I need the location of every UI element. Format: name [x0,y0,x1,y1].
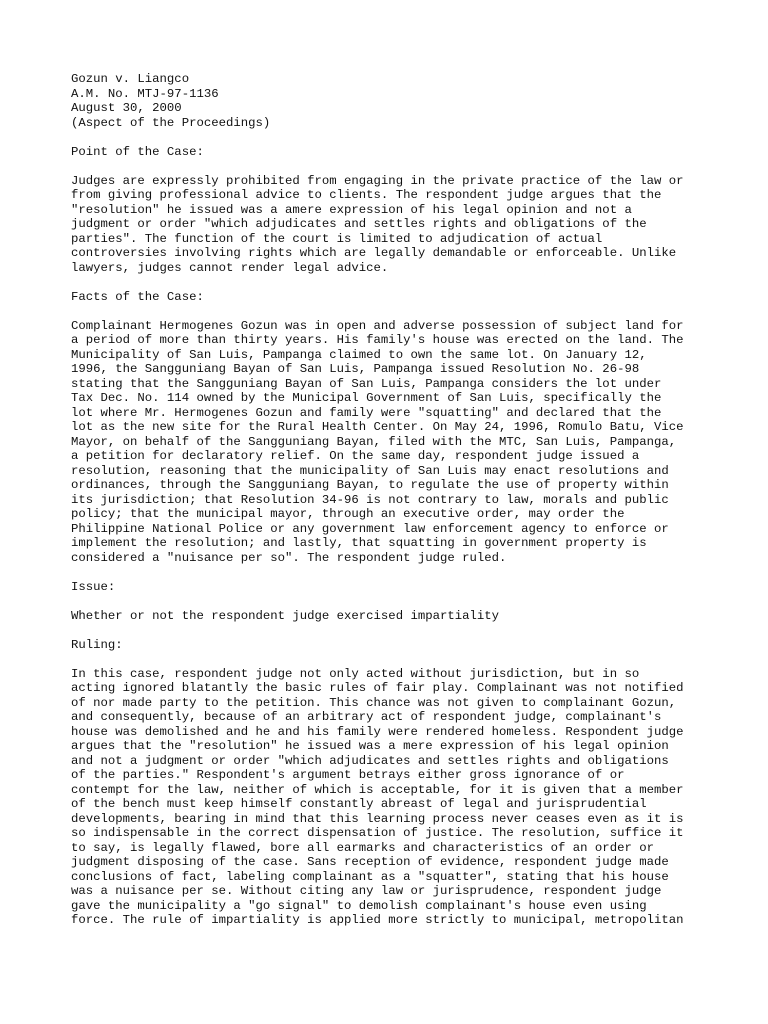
text-line: lot where Mr. Hermogenes Gozun and family were "squatting" and declared that the [71,405,662,420]
text-line: Whether or not the respondent judge exercised impartiality [71,608,500,623]
text-line: a petition for declaratory relief. On the same day, respondent judge issued a [71,449,640,463]
ruling-heading: Ruling: [71,637,123,652]
text-line: "resolution" he issued was a amere expression of his legal opinion and not a [71,202,632,217]
text-line: lawyers, judges cannot render legal advice. [71,260,389,275]
text-line: conclusions of fact, labeling complainant as a "squatter", stating that his house [71,869,669,884]
text-line: ordinances, through the Sangguniang Bayan, to regulate the use of property within [71,478,669,492]
text-line: stating that the Sangguniang Bayan of San Luis, Pampanga considers the lot under [71,376,662,391]
text-line: implement the resolution; and lastly, that squatting in government property is [71,536,647,550]
text-line: argues that the "resolution" he issued was a mere expression of his legal opinion [71,739,669,753]
text-line: Philippine National Police or any government law enforcement agency to enforce or [71,521,669,536]
issue-paragraph [71,609,711,624]
text-line: and consequently, because of an arbitrary act of respondent judge, complainant's [71,710,662,724]
facts-heading: Facts of the Case: [71,289,204,304]
text-line: In this case, respondent judge not only acted without jurisdiction, but in so [71,666,640,681]
spacer [71,623,711,638]
text-line: Complainant Hermogenes Gozun was in open and adverse possession of subject land for [71,318,684,333]
case-docket-number: A.M. No. MTJ-97-1136 [71,86,219,101]
text-line: judgment disposing of the case. Sans reception of evidence, respondent judge made [71,855,669,869]
text-line: of the bench must keep himself constantly abreast of legal and jurisprudential [71,797,647,811]
text-line: of the parties." Respondent's argument betrays either gross ignorance of or [71,768,625,782]
ruling-paragraph [71,667,711,928]
spacer [71,594,711,609]
text-line: lot as the new site for the Rural Health Center. On May 24, 1996, Romulo Batu, Vice [71,420,684,434]
spacer [71,130,711,145]
text-line: Municipality of San Luis, Pampanga claimed to own the same lot. On January 12, [71,347,647,362]
facts-paragraph [71,319,711,566]
text-line: resolution, reasoning that the municipality of San Luis may enact resolutions and [71,463,669,478]
text-line: developments, bearing in mind that this learning process never ceases even as it is [71,811,684,826]
text-line: 1996, the Sangguniang Bayan of San Luis, Pampanga issued Resolution No. 26-98 [71,362,640,376]
document-page [71,72,711,928]
spacer [71,159,711,174]
spacer [71,565,711,580]
text-line: considered a "nuisance per so". The respondent judge ruled. [71,550,507,565]
text-line: parties". The function of the court is limited to adjudication of actual [71,231,603,246]
case-header [71,72,711,130]
point-of-case-paragraph [71,174,711,276]
text-line: force. The rule of impartiality is applied more strictly to municipal, metropolitan [71,913,684,927]
point-of-case-heading: Point of the Case: [71,144,204,159]
text-line: judgment or order "which adjudicates and settles rights and obligations of the [71,217,647,231]
case-date: August 30, 2000 [71,101,182,115]
text-line: Tax Dec. No. 114 owned by the Municipal Government of San Luis, specifically the [71,391,662,405]
text-line: Judges are expressly prohibited from engaging in the private practice of the law or [71,173,684,188]
text-line: was a nuisance per se. Without citing any law or jurisprudence, respondent judge [71,884,662,898]
text-line: house was demolished and he and his family were rendered homeless. Respondent judge [71,724,684,739]
spacer [71,275,711,290]
case-title: Gozun v. Liangco [71,72,190,86]
text-line: Mayor, on behalf of the Sangguniang Bayan, filed with the MTC, San Luis, Pampanga, [71,434,677,449]
spacer [71,304,711,319]
text-line: from giving professional advice to clients. The respondent judge argues that the [71,188,662,202]
text-line: gave the municipality a "go signal" to demolish complainant's house even using [71,898,647,913]
issue-heading: Issue: [71,579,116,594]
spacer [71,652,711,667]
text-line: contempt for the law, neither of which is acceptable, for it is given that a member [71,782,684,797]
text-line: a period of more than thirty years. His family's house was erected on the land. The [71,333,684,347]
text-line: controversies involving rights which are legally demandable or enforceable. Unlike [71,246,677,260]
text-line: and not a judgment or order "which adjudicates and settles rights and obligations [71,753,669,768]
text-line: acting ignored blatantly the basic rules of fair play. Complainant was not notified [71,681,684,695]
text-line: so indispensable in the correct dispensation of justice. The resolution, suffice it [71,826,684,840]
case-aspect: (Aspect of the Proceedings) [71,115,271,130]
text-line: its jurisdiction; that Resolution 34-96 is not contrary to law, morals and public [71,492,669,507]
text-line: of nor made party to the petition. This chance was not given to complainant Gozun, [71,695,677,710]
text-line: policy; that the municipal mayor, through an executive order, may order the [71,507,625,521]
text-line: to say, is legally flawed, bore all earmarks and characteristics of an order or [71,840,654,855]
